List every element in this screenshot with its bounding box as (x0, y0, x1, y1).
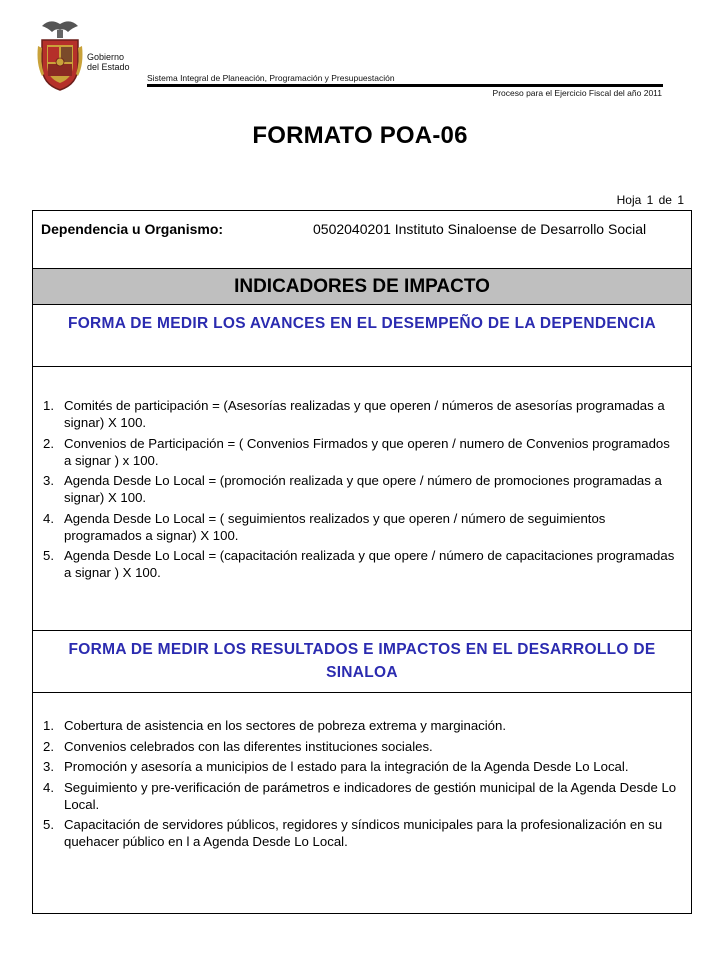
header-divider (147, 84, 663, 87)
page-title: FORMATO POA-06 (252, 122, 468, 149)
section-1-list-row (33, 367, 691, 631)
list-item-number: 4. (43, 779, 54, 795)
section-1-header-row (33, 305, 691, 367)
state-coat-of-arms-icon (36, 18, 84, 94)
indicators-header-row (33, 269, 691, 305)
list-item-text: Cobertura de asistencia en los sectores de pobreza extrema y marginación. (64, 718, 507, 733)
government-label (87, 52, 130, 72)
list-item-text: Agenda Desde Lo Local = ( seguimientos realizados y que operen / número de seguimientos programados a signar) X 100. (64, 510, 606, 543)
list-item (43, 758, 677, 775)
section-2-title: FORMA DE MEDIR LOS RESULTADOS E IMPACTOS EN EL DESARROLLO DE SINALOA (68, 641, 656, 681)
list-item-text: Convenios celebrados con las diferentes instituciones sociales. (64, 738, 433, 754)
section-2-header-row (33, 631, 691, 693)
sheet-number: Hoja 1 de 1 (616, 193, 684, 207)
list-item-number: 1. (43, 398, 54, 413)
list-item-text: Comités de participación = (Asesorías realizadas y que operen / números de asesorías programadas a signar) X 100. (64, 398, 665, 430)
process-year-label: Proceso para el Ejercicio Fiscal del año 2011 (492, 88, 662, 98)
section-2-list (43, 717, 677, 854)
list-item (43, 397, 677, 431)
list-item (43, 738, 677, 755)
list-item-text: Capacitación de servidores públicos, regidores y síndicos municipales para la profesionalización en su quehacer público en l a Agenda Desde Lo Local. (64, 817, 663, 849)
list-item (43, 435, 677, 469)
system-title: Sistema Integral de Planeación, Programación y Presupuestación (147, 73, 395, 83)
list-item-text: Convenios de Participación = ( Convenios Firmados y que operen / numero de Convenios programados a signar ) x 100. (64, 435, 670, 468)
list-item-number: 2. (43, 738, 54, 754)
list-item-number: 3. (43, 759, 54, 774)
list-item-number: 2. (43, 435, 54, 451)
list-item-number: 4. (43, 510, 54, 526)
government-line-1: Gobierno (87, 52, 125, 62)
list-item (43, 816, 677, 850)
impact-indicators-table (32, 210, 692, 914)
list-item-text: Agenda Desde Lo Local = (promoción realizada y que opere / número de promociones programadas a signar) X 100. (64, 473, 662, 505)
list-item-number: 1. (43, 718, 54, 733)
list-item-number: 5. (43, 817, 54, 832)
list-item (43, 779, 677, 813)
list-item-text: Promoción y asesoría a municipios de l estado para la integración de la Agenda Desde Lo Local. (64, 759, 629, 774)
dependency-row (33, 211, 691, 269)
section-1-list (43, 397, 677, 585)
dependency-value: 0502040201 Instituto Sinaloense de Desarrollo Social (313, 221, 647, 237)
indicators-title: INDICADORES DE IMPACTO (234, 276, 490, 297)
list-item (43, 510, 677, 544)
list-item (43, 717, 677, 734)
section-2-list-row (33, 693, 691, 915)
section-1-title: FORMA DE MEDIR LOS AVANCES EN EL DESEMPEÑO DE LA DEPENDENCIA (67, 315, 657, 332)
government-line-2: del Estado (87, 62, 130, 72)
dependency-label: Dependencia u Organismo: (41, 221, 224, 237)
list-item (43, 472, 677, 506)
list-item-number: 5. (43, 548, 54, 563)
list-item (43, 547, 677, 581)
list-item-text: Seguimiento y pre-verificación de parámetros e indicadores de gestión municipal de la Agenda Desde Lo Local. (64, 779, 677, 812)
list-item-text: Agenda Desde Lo Local = (capacitación realizada y que opere / número de capacitaciones programadas a signar ) X 100. (64, 548, 675, 580)
list-item-number: 3. (43, 473, 54, 488)
